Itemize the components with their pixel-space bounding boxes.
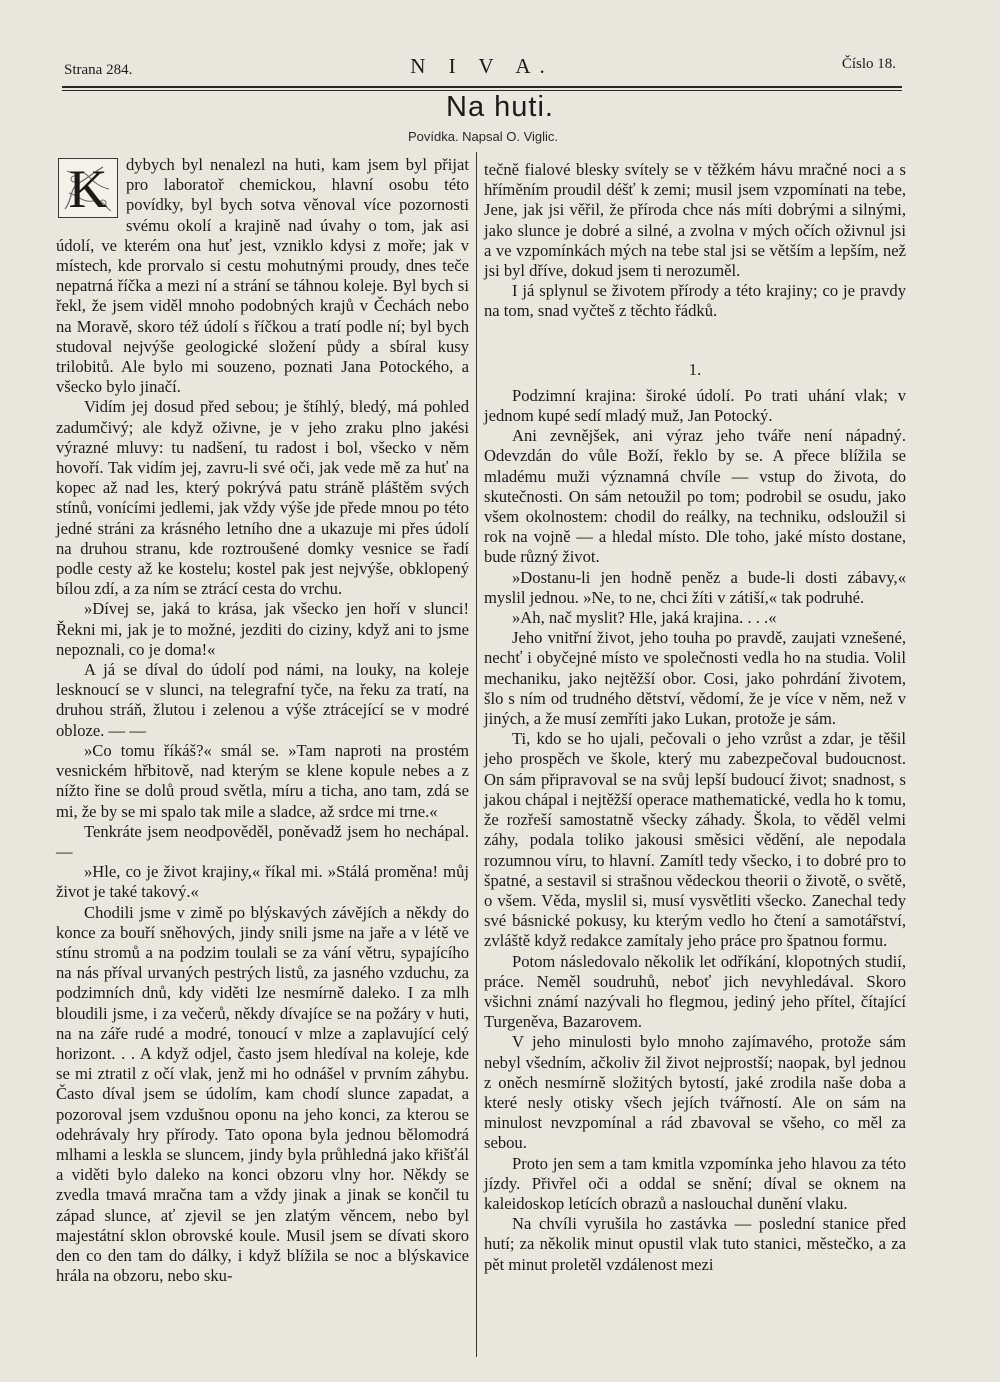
- paragraph: I já splynul se životem přírody a této krajiny; co je pravdy na tom, snad vyčteš z těchto řádků.: [484, 281, 906, 321]
- paragraph: Podzimní krajina: široké údolí. Po trati uhání vlak; v jednom kupé sedí mladý muž, Jan Potocký.: [484, 385, 906, 426]
- paragraph: »Co tomu říkáš?« smál se. »Tam naproti na prostém vesnickém hřbitově, nad kterým se klene kopule nebes a z nížto řine se dolů proud světla, míru a ticha, ano tam, zdá se mi, že by se mi spalo tak mile a sladce, až srdce mi trne.«: [56, 740, 469, 821]
- drop-cap-letter: K: [68, 159, 108, 219]
- paragraph: Potom následovalo několik let odříkání, klopotných studií, práce. Neměl soudruhů, neboť jich nevyhledával. Skoro všichni známí nazývali ho flegmou, jediný jeho přítel, čítající Turgeněva, Bazarovem.: [484, 951, 906, 1032]
- paragraph: Vidím jej dosud před sebou; je štíhlý, bledý, má pohled zadumčivý; ale když oživne, je v jeho zraku plno jakési výrazné mluvy: tu nadšení, tu radost i bol, všecko v něm hovoří. Tak vidím jej, zavru-li své oči, jak vede mě za huť na kopec až nad les, který pokrývá patu stráně pláštěm svých stínů, vonícími jedlemi, jak vždy výše jde přede mnou po této jedné stráni za krásného letního dne a ukazuje mi přes údolí na druhou stranu, kde roztroušené domky vesnice se řadí podle cesty až ke kostelu; kostel pak jest nejvýše, obklopený bílou zdí, a za ním se ztrácí cesta do vrchu.: [56, 397, 469, 599]
- paragraph: »Ah, nač myslit? Hle, jaká krajina. . . .«: [512, 608, 777, 628]
- paragraph: Ani zevnějšek, ani výraz jeho tváře není nápadný. Odevzdán do vůle Boží, řeklo by se. A přece blížila se mladému muži významná chvíle — vstup do života, do skutečnosti. On sám netoužil po tom; podrobil se osudu, jako všem okolnostem: chodil do reálky, na techniku, odsloužil si rok na vojně — a hledal místo. Dle toho, jaké místo dostane, bude různý život.: [484, 426, 906, 567]
- running-header: [62, 48, 902, 88]
- issue-number: Číslo 18.: [841, 56, 896, 72]
- left-column: [56, 155, 469, 1286]
- paragraph: A já se díval do údolí pod námi, na louky, na koleje lesknoucí se v slunci, na telegrafní tyče, na řeku za tratí, na druhou stráň, žlutou i zelenou a výše ztrácející se v modré obloze. — —: [56, 660, 469, 740]
- page-number: Strana 284.: [64, 62, 133, 78]
- journal-name: N I V A.: [410, 54, 554, 78]
- ornamental-initial: [58, 158, 118, 218]
- paragraph-text: dybych byl nenalezl na huti, kam jsem byl přijat pro laboratoř chemickou, hlavní osobu této povídky, byl bych sotva věnoval více pozornosti svému okolí a krajině nad úvahy o tom, jak asi údolí, ve kterém ona huť jest, vzniklo kdysi z moře; jak v místech, kde prorvalo si cestu mohutnými proudy, dnes teče nepatrná říčka a mezi ní a strání se táhnou koleje. Byl bych si řekl, že jsem viděl mnoho podobných krajů v Čechách nebo na Moravě, skoro též údolí s říčkou a tratí podle ní; byl bych studoval nejvýše geologické složení půdy a sbíral kusy trilobitů. Ale bylo mi souzeno, poznati Jana Potockého, a všecko bylo jinačí.: [56, 155, 469, 397]
- paragraph: [56, 155, 469, 397]
- paragraph: tečně fialové blesky svítely se v těžkém hávu mračné noci a s hříměním proudil déšť k zemi; musil jsem vzpomínati na tebe, Jene, jak jsi věřil, že příroda chce nás míti dobrými a silnými, jako slunce je dobré a silné, a zvolna v mých očích oživnul jsi a ve vzpomínkách mých na tebe stal jsi se větším a lepším, než jsi byl dříve, dokud jsem ti nerozuměl.: [484, 160, 906, 281]
- paragraph: »Hle, co je život krajiny,« říkal mi. »Stálá proměna! můj život je také takový.«: [56, 862, 469, 902]
- paragraph: Ti, kdo se ho ujali, pečovali o jeho vzrůst a zdar, je těšil jeho prospěch ve škole, který mu zabezpečoval budoucnost. On sám připravoval se na svůj lepší budoucí život; snadnost, s jakou chápal i nejtěžší operace mathematické, vedla ho k tomu, že rozřeší samostatně všecky záhady. Škola, to věděl velmi záhy, podala toliko jakousi směsici vědění, ale nepodala rozumnou víru, to hlavní. Zamítl tedy všecko, i to dobré pro to špatné, a sestavil si strašnou vědeckou theorii o životě, o světě, o všem. Věda, myslil si, musí vysvětliti všecko. Zanechal tedy své básnické pokusy, ku kterým vedlo ho čtení a samotářství, zvláště když redakce zamítaly jeho práce pro špatnou formu.: [484, 729, 906, 951]
- article-subtitle: Povídka. Napsal O. Viglic.: [407, 129, 559, 144]
- section-gap: [484, 322, 906, 342]
- section-number: 1.: [688, 359, 702, 379]
- paragraph: Jeho vnitřní život, jeho touha po pravdě, zaujati vznešené, nechť i obyčejné místo ve společnosti vedla ho na studia. Volil mechaniku, jako nejtěžší obor. Cosi, jako pohrdání životem, šlo s ním od trudného dětství, vědomí, že je více v něm, než v jiných, a že musí zemříti jako Lukan, protože je sám.: [484, 628, 906, 729]
- paragraph: Proto jen sem a tam kmitla vzpomínka jeho hlavou za této jízdy. Přivřel oči a oddal se snění; díval se oknem na kaleidoskop letících obrazů a naslouchal dunění vlaku.: [484, 1153, 906, 1213]
- column-divider: [476, 152, 477, 1357]
- article-title: Na huti.: [446, 91, 554, 123]
- paragraph: Chodili jsme v zimě po blýskavých závějích a někdy do konce za bouří sněhových, jindy snili jsme na jaře a v létě ve stínu stromů a na podzim toulali se za vání větru, sypajícího na nás příval urvaných pestrých listů, za jasného vzduchu, za podzimních dnů, kdy viděti lze nesmírně daleko. I za mlh bloudili jsme, i za večerů, někdy dívajíce se na požáry v huti, na na záře rudé a modré, tonoucí v mlze a zaplavující celý horizont. . . A když odjel, často jsem hledíval na koleje, kde se mi ztratil z očí vlak, jenž mi ho odnášel v prvním záhybu. Často díval jsem se údolím, kam chodí slunce zapadat, a pozoroval jsem vzdušnou oponu na jeho konci, za kterou se odehrávaly hry přírody. Tato opona byla jednou bělomodrá mlhami a leskla se sluncem, jindy byla průhledná jako křišťál a viděti bylo daleko na konci obzoru vlny hor. Někdy se zvedla tmavá mračna tam a vždy jinak a jinak se končil tu západ slunce, ať zjevil se jen zlatým věncem, nebo byl majestátní sklon obrovské koule. Musil jsem se dívati skoro den co den tam do dálky, i když blížila se noc a blýskavice hrála na obzoru, nebo sku-: [56, 902, 469, 1286]
- paragraph: »Dostanu-li jen hodně peněz a bude-li dosti zábavy,« myslil jednou. »Ne, to ne, chci žíti v zátiší,« tak podruhé.: [484, 567, 906, 607]
- right-column: [484, 160, 906, 1275]
- paragraph: »Dívej se, jaká to krása, jak všecko jen hoří v slunci! Řekni mi, jak je to možné, jezditi do ciziny, když ani to jsme nepoznali, co je doma!«: [56, 599, 469, 659]
- paragraph: Tenkráte jsem neodpověděl, poněvadž jsem ho nechápal. —: [56, 821, 469, 861]
- paragraph: Na chvíli vyrušila ho zastávka — poslední stanice před hutí; za několik minut opustil vlak tuto stanici, městečko, a za pět minut proletěl vzdálenost mezi: [484, 1214, 906, 1274]
- paragraph: V jeho minulosti bylo mnoho zajímavého, protože sám nebyl všedním, ačkoliv žil život nejprostší; naopak, byl jednou z oněch nesmírně složitých bytostí, jaké zrodila naše doba a které nesly otisky všech jejích tvářností. Ale on sám na minulost nevzpomínal a rád zbavoval se všeho, co měl za sebou.: [484, 1032, 906, 1153]
- header-rule-thick: [62, 86, 902, 88]
